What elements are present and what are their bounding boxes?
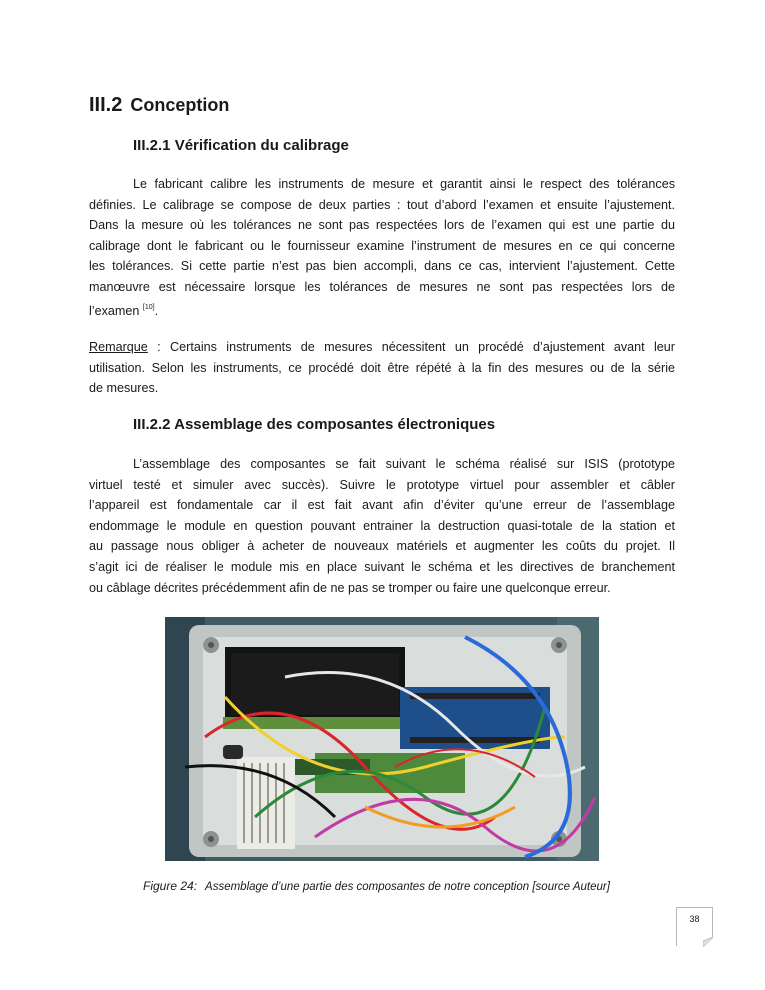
section-heading	[89, 94, 229, 117]
text-line: Dans la mesure où les tolérances ne sont pas respectées lors de l’examen qui est une partie du	[89, 218, 675, 233]
text-line: utilisation. Selon les instruments, ce procédé doit être répété à la fin des mesures ou de la série	[89, 360, 675, 375]
figure-caption-text: Assemblage d’une partie des composantes de notre conception [source Auteur]	[205, 881, 610, 893]
text-line: L’assemblage des composantes se fait suivant le schéma réalisé sur ISIS (prototype	[133, 457, 675, 471]
text-line: de mesures.	[89, 381, 159, 396]
page-number-box	[676, 907, 713, 946]
text-line: au passage nous obliger à acheter de nouveaux matériels et augmenter les coûts du projet. Il	[89, 539, 675, 554]
remark-label: Remarque	[89, 340, 148, 354]
paragraph-assemblage	[89, 454, 675, 598]
text-line: Le fabricant calibre les instruments de mesure et garantit ainsi le respect des tolérances	[133, 177, 675, 191]
figure-caption	[143, 879, 610, 893]
text-line: définies. Le calibrage se compose de deux parties : tout d’abord l’examen et ensuite l’ajustement.	[89, 197, 675, 212]
paragraph-calibrage	[89, 174, 675, 321]
subsection-title-assemblage: III.2.2 Assemblage des composantes électroniques	[133, 416, 496, 433]
citation: [10]	[142, 303, 155, 311]
text-line: manœuvre est nécessaire lorsque les tolérances de mesures ne sont pas respectées lors de	[89, 279, 675, 294]
text-line: calibrage dont le fabricant ou le fournisseur examine l’instrument de mesures en ce qui concerne	[89, 238, 675, 253]
subsection-title-calibrage: III.2.1 Vérification du calibrage	[133, 137, 349, 154]
text-fragment: l’examen	[89, 303, 140, 318]
text-line-last	[89, 298, 675, 322]
figure-label: Figure 24:	[143, 879, 198, 893]
text-line: virtuel testé et simuler avec succès). Suivre le prototype virtuel pour assembler et câbler	[89, 477, 675, 492]
page-number: 38	[689, 914, 700, 924]
text-line: ou câblage décrites précédemment afin de ne pas se tromper ou faire une quelconque erreur.	[89, 580, 611, 595]
text-line	[89, 337, 675, 358]
assembly-photo-illustration	[165, 617, 599, 861]
section-number: III.2	[89, 94, 123, 116]
text-line: s’agit ici de réaliser le module mis en place suivant le schéma et les directives de branchement	[89, 559, 675, 574]
text-fragment: : Certains instruments de mesures nécessitent un procédé d’ajustement avant leur	[147, 340, 675, 354]
period: .	[154, 303, 159, 318]
figure-photo	[165, 617, 599, 861]
text-line: les tolérances. Si cette partie n’est pas bien accompli, dans ce cas, intervient l’ajustement. Cette	[89, 259, 675, 274]
text-line: endommage le module en question pouvant entrainer la destruction quasi-totale de la station et	[89, 518, 675, 533]
section-title: Conception	[130, 95, 230, 115]
paragraph-remarque	[89, 337, 675, 399]
page-curl-icon	[703, 937, 713, 947]
text-line: l’appareil est fondamentale car il est fait avant afin d’éviter qu’une erreur de l’assemblage	[89, 498, 675, 513]
